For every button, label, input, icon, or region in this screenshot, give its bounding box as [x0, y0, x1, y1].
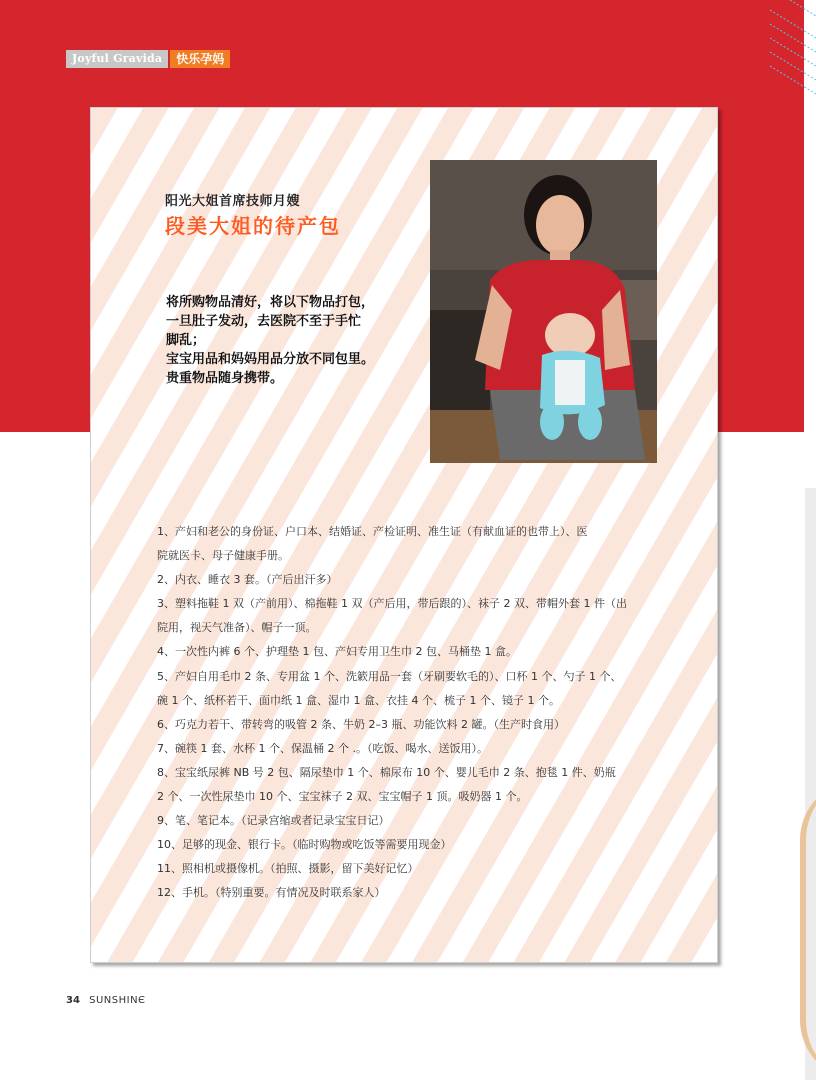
page-footer: [66, 995, 146, 1006]
article-subtitle: 阳光大姐首席技师月嫂: [165, 194, 301, 209]
intro-line: 贵重物品随身携带。: [166, 371, 284, 386]
list-item: 2、内衣、睡衣 3 套。（产后出汗多）: [157, 573, 338, 587]
section-label-chinese: 快乐孕妈: [170, 50, 230, 68]
intro-line: 宝宝用品和妈妈用品分放不同包里。: [166, 352, 375, 367]
diagonal-lines-decoration: [770, 0, 816, 100]
list-item: 7、碗筷 1 套、水杯 1 个、保温桶 2 个 .。（吃饭、喝水、送饭用）。: [157, 741, 488, 755]
article-title: 段美大姐的待产包: [165, 214, 341, 238]
list-item: 4、一次性内裤 6 个、护理垫 1 包、产妇专用卫生巾 2 包、马桶垫 1 盒。: [157, 645, 517, 659]
list-item: 9、笔、笔记本。（记录宫缩或者记录宝宝日记）: [157, 814, 390, 828]
page-number: 34: [66, 995, 80, 1006]
list-item: 5、产妇自用毛巾 2 条、专用盆 1 个、洗簌用品一套（牙刷要软毛的）、口杯 1 个、勺子 1 个、: [157, 669, 622, 683]
list-item: 6、巧克力若干、带转弯的吸管 2 条、牛奶 2–3 瓶、功能饮料 2 罐。（生产时食用）: [157, 717, 565, 731]
list-item: 2 个、一次性尿垫巾 10 个、宝宝袜子 2 双、宝宝帽子 1 顶。吸奶器 1 个。: [157, 790, 528, 804]
list-item: 8、宝宝纸尿裤 NB 号 2 包、隔尿垫巾 1 个、棉尿布 10 个、婴儿毛巾 2 条、抱毯 1 件、奶瓶: [157, 765, 616, 779]
magazine-name: SUNSHINЄ: [89, 995, 146, 1006]
intro-line: 一旦肚子发动，去医院不至于手忙: [166, 314, 362, 329]
list-item: 院用，视天气准备）、帽子一顶。: [157, 621, 317, 635]
list-item: 12、手机。（特别重要。有情况及时联系家人）: [157, 886, 386, 900]
section-label-english: Joyful Gravida: [66, 50, 168, 68]
section-header-tag: [66, 50, 230, 68]
intro-paragraph: [166, 293, 411, 388]
list-item: 碗 1 个、纸杯若干、面巾纸 1 盒、湿巾 1 盒、衣挂 4 个、梳子 1 个、镜子 1 个。: [157, 693, 560, 707]
photo-mother-holding-baby: [430, 160, 657, 463]
checklist: [157, 520, 647, 906]
list-item: 10、足够的现金、银行卡。（临时购物或吃饭等需要用现金）: [157, 838, 452, 852]
photo-illustration: [430, 160, 657, 463]
list-item: 1、产妇和老公的身份证、户口本、结婚证、产检证明、准生证（有献血证的也带上）、医: [157, 525, 588, 538]
side-decorative-arc: [800, 780, 816, 1080]
list-item: 院就医卡、母子健康手册。: [157, 549, 289, 563]
list-item: 3、塑料拖鞋 1 双（产前用）、棉拖鞋 1 双（产后用，带后跟的）、袜子 2 双、带帽外套 1 件（出: [157, 597, 627, 611]
intro-line: 将所购物品清好，将以下物品打包，: [166, 295, 375, 310]
list-item: 11、照相机或摄像机。（拍照、摄影，留下美好记忆）: [157, 862, 419, 876]
intro-line: 脚乱；: [166, 333, 206, 348]
